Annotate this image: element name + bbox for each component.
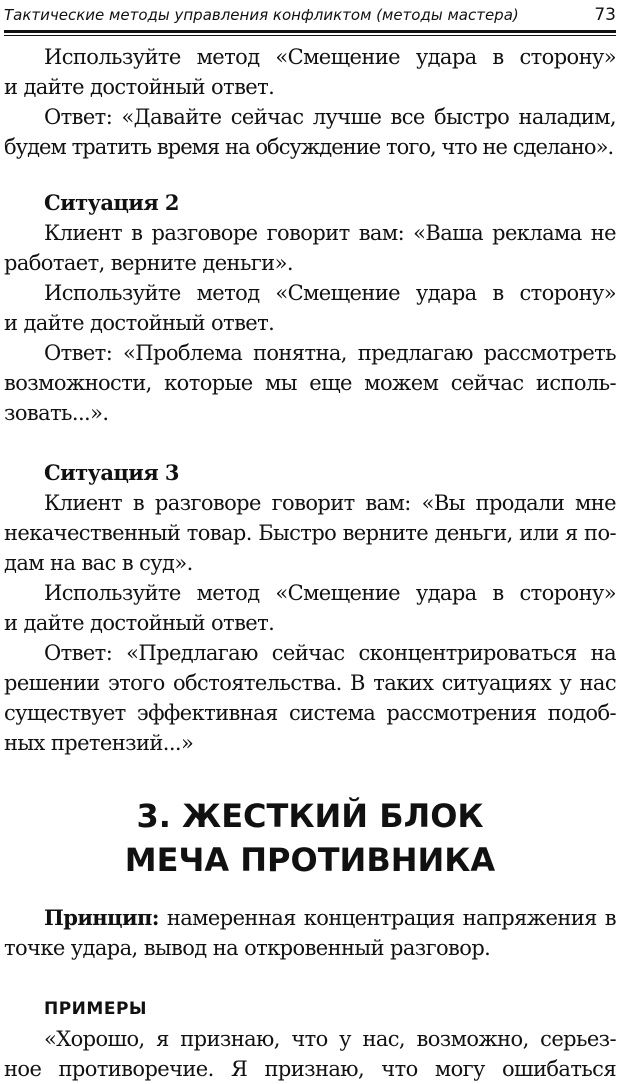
header-rule-thick bbox=[4, 30, 616, 33]
principle-label: Принцип: bbox=[44, 905, 159, 930]
page-number: 73 bbox=[594, 5, 616, 25]
principle-block bbox=[4, 903, 616, 963]
text-line: Используйте метод «Смещение удара в сторону» bbox=[44, 281, 616, 305]
text-line: Ответ: «Давайте сейчас лучше все быстро наладим, bbox=[44, 105, 616, 129]
text-line: и дайте достойный ответ. bbox=[4, 611, 275, 635]
header-rule-thin bbox=[4, 35, 616, 36]
principle-text: намеренная концентрация напряжения в bbox=[158, 906, 616, 930]
text-line: Ответ: «Проблема понятна, предлагаю рассмотреть bbox=[44, 341, 616, 365]
section-title-line-2: МЕЧА ПРОТИВНИКА bbox=[124, 841, 496, 879]
running-header bbox=[4, 2, 616, 28]
text-line: ное противоречие. Я признаю, что могу ошибаться bbox=[4, 1057, 616, 1081]
text-line: решении этого обстоятельства. В таких ситуациях у нас bbox=[4, 671, 616, 695]
situation-3-block bbox=[4, 458, 616, 758]
text-line: и дайте достойный ответ. bbox=[4, 75, 275, 99]
text-line: будем тратить время на обсуждение того, что не сделано». bbox=[4, 135, 614, 159]
text-line: дам на вас в суд». bbox=[4, 551, 193, 575]
text-line: Клиент в разговоре говорит вам: «Вы продали мне bbox=[44, 491, 616, 515]
examples-block bbox=[4, 994, 616, 1084]
situation-heading: Ситуация 3 bbox=[44, 460, 179, 485]
section-title-line-1: 3. ЖЕСТКИЙ БЛОК bbox=[136, 797, 484, 835]
intro-block bbox=[4, 42, 616, 162]
text-line: возможности, которые мы еще можем сейчас исполь- bbox=[4, 371, 616, 395]
text-line: существует эффективная система рассмотрения подоб- bbox=[4, 701, 616, 725]
text-line: и дайте достойный ответ. bbox=[4, 311, 275, 335]
text-line: работает, верните деньги». bbox=[4, 251, 293, 275]
section-title bbox=[0, 794, 620, 882]
text-line: Используйте метод «Смещение удара в сторону» bbox=[44, 581, 616, 605]
text-line: зовать...». bbox=[4, 401, 109, 425]
text-line: Используйте метод «Смещение удара в сторону» bbox=[44, 45, 616, 69]
situation-2-block bbox=[4, 188, 616, 428]
text-line: некачественный товар. Быстро верните деньги, или я по- bbox=[4, 521, 616, 545]
text-line: Клиент в разговоре говорит вам: «Ваша реклама не bbox=[44, 221, 616, 245]
examples-heading: ПРИМЕРЫ bbox=[44, 999, 148, 1019]
text-line: точке удара, вывод на откровенный разговор. bbox=[4, 936, 491, 960]
text-line: Ответ: «Предлагаю сейчас сконцентрироваться на bbox=[44, 641, 616, 665]
situation-heading: Ситуация 2 bbox=[44, 190, 179, 215]
text-line: «Хорошо, я признаю, что у нас, возможно, серьез- bbox=[44, 1027, 616, 1051]
running-title: Тактические методы управления конфликтом (методы мастера) bbox=[4, 6, 519, 24]
text-line: ных претензий...» bbox=[4, 731, 194, 755]
principle-line bbox=[4, 903, 616, 933]
